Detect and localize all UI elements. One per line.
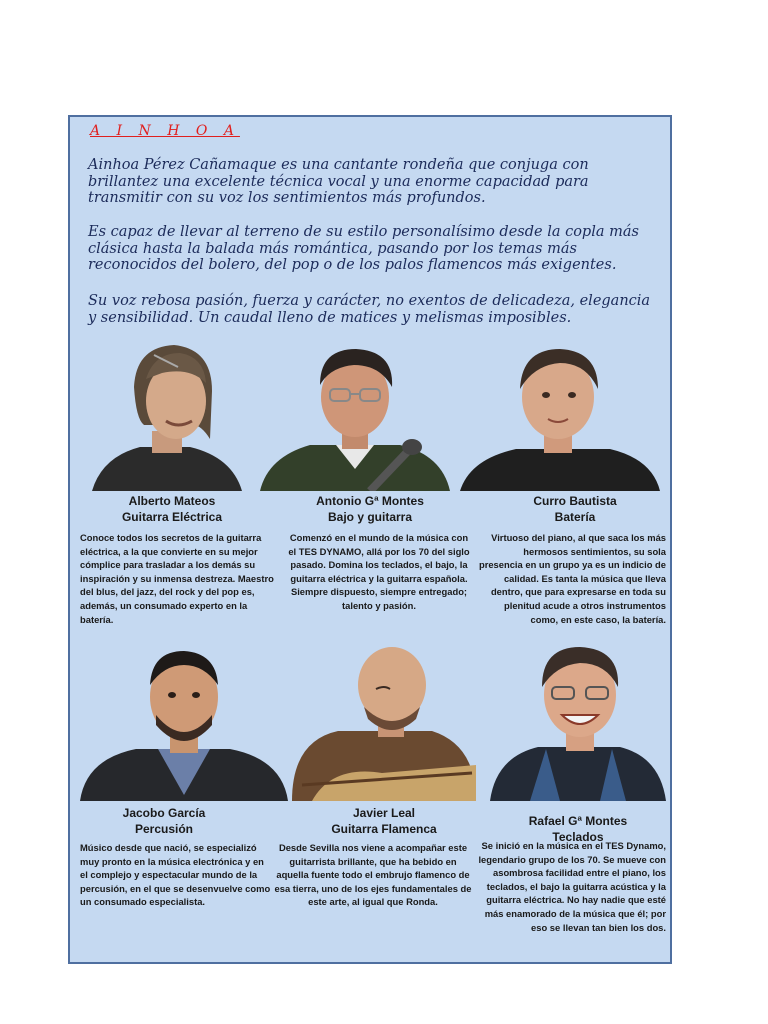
portrait-image [292, 645, 476, 801]
photo-javier-leal [292, 645, 476, 801]
musician-name-block [82, 493, 262, 525]
musician-role: Bajo y guitarra [327, 510, 413, 524]
photo-rafael-montes [490, 637, 666, 801]
info-panel [68, 115, 672, 964]
musician-name-block [270, 493, 470, 525]
musician-name: Antonio Gª Montes [316, 494, 424, 508]
musician-name-block [80, 805, 248, 837]
musician-role: Batería [554, 510, 596, 524]
musician-name-block [284, 805, 484, 837]
musician-name: Javier Leal [352, 806, 416, 820]
photo-alberto-mateos [82, 339, 247, 491]
musician-bio: Conoce todos los secretos de la guitarra eléctrica, a la que convierte en su mejor cómplice para trasladar a los demás su inspiración y su inmensa destreza. Maestro del blus, del jazz, del rock y del pop es, además, un consumado experto en la batería. [80, 532, 274, 625]
intro-paragraph-1: Ainhoa Pérez Cañamaque es una cantante rondeña que conjuga con brillantez una excelente técnica vocal y una enorme capacidad para transmitir con su voz los sentimientos más profundos. [88, 157, 589, 206]
portrait-image [490, 637, 666, 801]
photo-antonio-montes [260, 339, 450, 491]
portrait-image [460, 339, 660, 491]
musician-name: Alberto Mateos [128, 494, 216, 508]
musician-role: Teclados [552, 830, 604, 844]
musician-bio: Virtuoso del piano, al que saca los más hermosos sentimientos, su sola presencia en un grupo ya es un indicio de calidad. Es tanta la música que lleva dentro, que para expresarse en toda su plenitud acude a otros instrumentos como, en este caso, la batería. [478, 532, 666, 625]
musician-bio: Músico desde que nació, se especializó muy pronto en la música electrónica y en el complejo y espectacular mundo de la percusión, en el que se desenvuelve como un consumado especialista. [80, 842, 271, 908]
musician-role: Guitarra Eléctrica [121, 510, 223, 524]
musician-name-block [480, 493, 670, 525]
page-title: A I N H O A [90, 123, 240, 139]
musician-name: Rafael Gª Montes [528, 814, 628, 828]
portrait-image [80, 645, 288, 801]
intro-paragraph-3: Su voz rebosa pasión, fuerza y carácter, no exentos de delicadeza, elegancia y sensibilidad. Un caudal lleno de matices y melismas imposibles. [88, 293, 651, 326]
musician-bio: Se inició en la música en el TES Dynamo, legendario grupo de los 70. Se mueve con asombrosa facilidad entre el piano, los teclados, el bajo la guitarra acústica y la guitarra eléctrica. No hay nadie que esté más enamorado de la música que él; por eso se llevan tan bien los dos. [478, 840, 666, 933]
photo-jacobo-garcia [80, 645, 288, 801]
portrait-image [260, 339, 450, 491]
musician-role: Guitarra Flamenca [331, 822, 437, 836]
musician-role: Percusión [134, 822, 194, 836]
photo-curro-bautista [460, 339, 660, 491]
musician-bio: Comenzó en el mundo de la música con el TES DYNAMO, allá por los 70 del siglo pasado. Domina los teclados, el bajo, la guitarra eléctrica y la guitarra española. Siempre dispuesto, siempre entregado; talento y pasión. [288, 532, 470, 611]
portrait-image [82, 339, 247, 491]
musician-name: Jacobo García [122, 806, 206, 820]
musician-name: Curro Bautista [533, 494, 617, 508]
musician-bio: Desde Sevilla nos viene a acompañar este guitarrista brillante, que ha bebido en aquella fuente todo el embrujo flamenco de esa tierra, uno de los ejes fundamentales de este arte, al igual que Ronda. [274, 842, 472, 908]
intro-paragraph-2: Es capaz de llevar al terreno de su estilo personalísimo desde la copla más clásica hasta la balada más romántica, pasando por los temas más reconocidos del bolero, del pop o de los palos flamencos más exigentes. [88, 224, 639, 273]
